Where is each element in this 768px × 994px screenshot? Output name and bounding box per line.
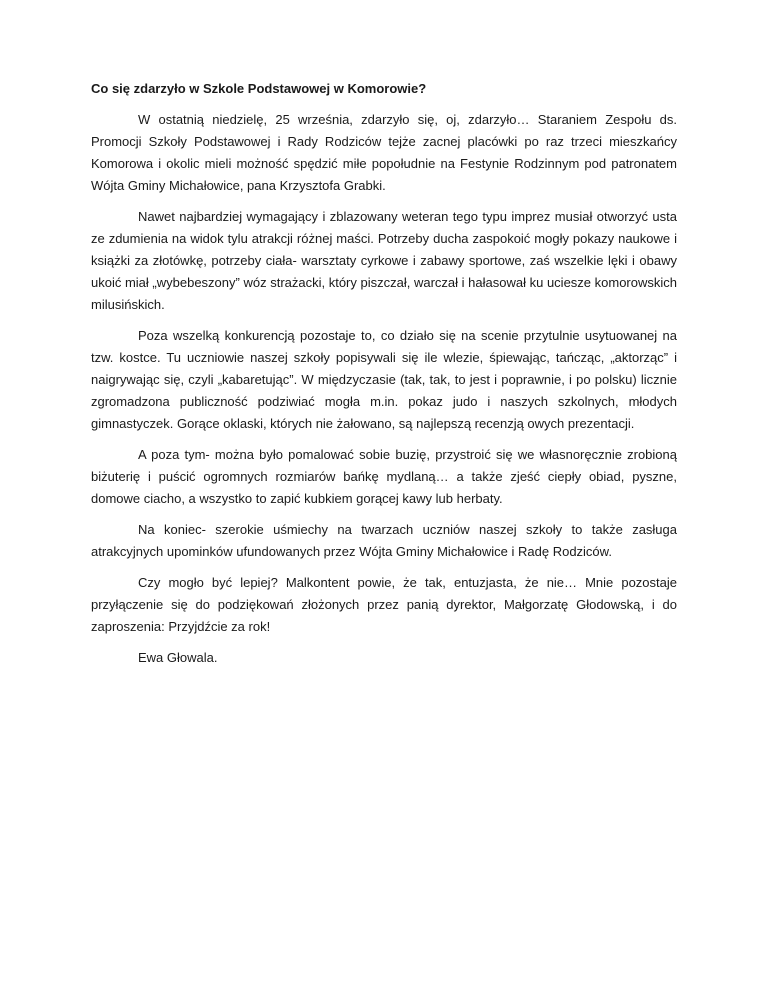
paragraph-5: Na koniec- szerokie uśmiechy na twarzach uczniów naszej szkoły to także zasługa atrakcyjnych upominków ufundowanych przez Wójta Gminy Michałowice i Radę Rodziców. (91, 522, 677, 559)
article-title: Co się zdarzyło w Szkole Podstawowej w Komorowie? (91, 81, 427, 96)
author-signature: Ewa Głowala. (138, 650, 218, 665)
paragraph-2: Nawet najbardziej wymagający i zblazowany weteran tego typu imprez musiał otworzyć usta ze zdumienia na widok tylu atrakcji różnej maści. Potrzeby ducha zaspokoić mogły pokazy naukowe i książki za złotówkę, potrzeby ciała- warsztaty cyrkowe i zabawy sportowe, zaś wszelkie lęki i obawy ukoić miał „wybebeszony” wóz strażacki, który piszczał, warczał i hałasował ku uciesze komorowskich milusińskich. (91, 209, 677, 312)
paragraph-3: Poza wszelką konkurencją pozostaje to, co działo się na scenie przytulnie usytuowanej na tzw. kostce. Tu uczniowie naszej szkoły popisywali się ile wlezie, śpiewając, tańcząc, „aktorząc” i naigrywając się, czyli „kabaretując”. W międzyczasie (tak, tak, to jest i poprawnie, i po polsku) licznie zgromadzona publiczność podziwiać mogła m.in. pokaz judo i naszych szkolnych, młodych gimnastyczek. Gorące oklaski, których nie żałowano, są najlepszą recenzją owych prezentacji. (91, 328, 677, 431)
paragraph-4: A poza tym- można było pomalować sobie buzię, przystroić się we własnoręcznie zrobioną biżuterię i puścić ogromnych rozmiarów bańkę mydlaną… a także zjeść ciepły obiad, pyszne, domowe ciacho, a wszystko to zapić kubkiem gorącej kawy lub herbaty. (91, 447, 677, 506)
paragraph-1: W ostatnią niedzielę, 25 września, zdarzyło się, oj, zdarzyło… Staraniem Zespołu ds. Promocji Szkoły Podstawowej i Rady Rodziców tejże zacnej placówki po raz trzeci mieszkańcy Komorowa i okolic mieli możność spędzić miłe popołudnie na Festynie Rodzinnym pod patronatem Wójta Gminy Michałowice, pana Krzysztofa Grabki. (91, 112, 677, 193)
paragraph-6: Czy mogło być lepiej? Malkontent powie, że tak, entuzjasta, że nie… Mnie pozostaje przyłączenie się do podziękowań złożonych przez panią dyrektor, Małgorzatę Głodowską, i do zaproszenia: Przyjdźcie za rok! (91, 575, 677, 634)
document-page (91, 78, 677, 669)
